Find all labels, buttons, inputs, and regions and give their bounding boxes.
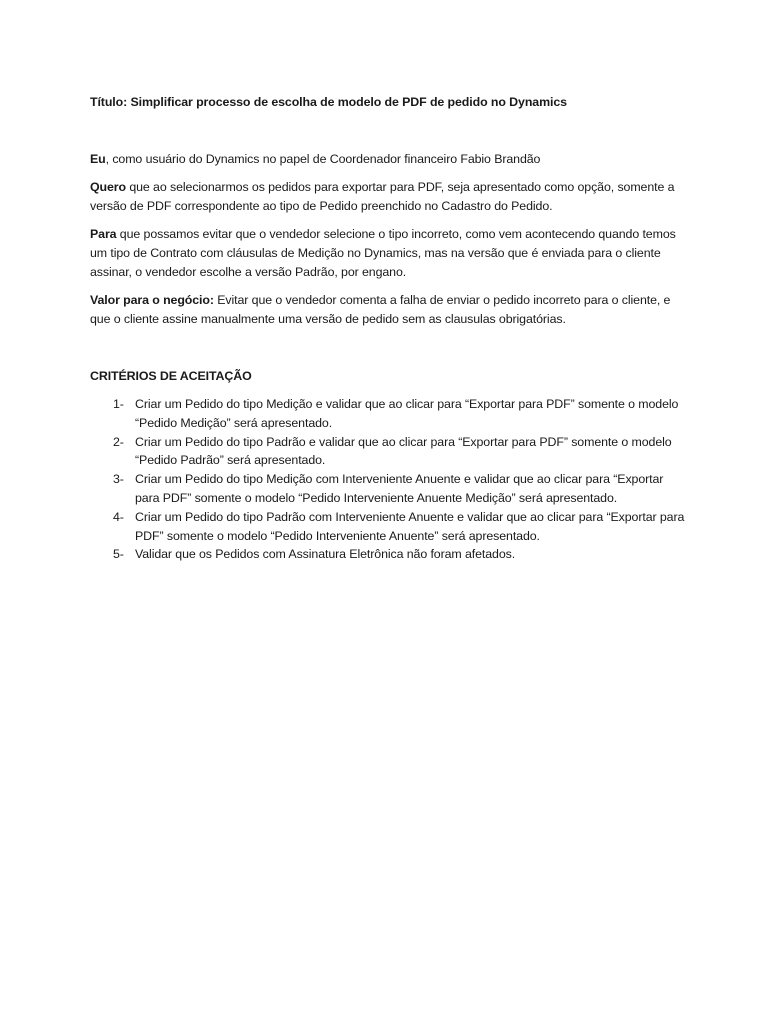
- paragraph-eu-text: , como usuário do Dynamics no papel de Coordenador financeiro Fabio Brandão: [105, 151, 541, 166]
- criteria-item-text: Validar que os Pedidos com Assinatura Eletrônica não foram afetados.: [135, 547, 516, 562]
- criteria-item-text: Criar um Pedido do tipo Medição e validar que ao clicar para “Exportar para PDF” somente o modelo “Pedido Medição” será apresentado.: [135, 396, 679, 430]
- paragraph-para-lead: Para: [90, 227, 117, 242]
- criteria-item-number: 5-: [113, 547, 124, 562]
- paragraph-eu-lead: Eu: [90, 151, 106, 166]
- criteria-item: [90, 395, 688, 433]
- criteria-item-text: Criar um Pedido do tipo Padrão e validar que ao clicar para “Exportar para PDF” somente o modelo “Pedido Padrão” será apresentado.: [135, 434, 672, 468]
- paragraph-valor: [90, 291, 688, 329]
- criteria-item: [90, 470, 688, 508]
- criteria-item-number: 4-: [113, 509, 124, 524]
- title-text: Simplificar processo de escolha de modelo de PDF de pedido no Dynamics: [130, 95, 567, 109]
- paragraph-quero: [90, 178, 688, 216]
- paragraph-para-text: que possamos evitar que o vendedor selecione o tipo incorreto, como vem acontecendo quando temos um tipo de Contrato com cláusulas de Medição no Dynamics, mas na versão que é enviada para o cliente assinar, o vendedor escolhe a versão Padrão, por engano.: [90, 227, 676, 279]
- criteria-item-text: Criar um Pedido do tipo Padrão com Interveniente Anuente e validar que ao clicar para “Exportar para PDF” somente o modelo “Pedido Interveniente Anuente” será apresentado.: [135, 509, 685, 543]
- criteria-list: [90, 395, 688, 564]
- paragraph-quero-text: que ao selecionarmos os pedidos para exportar para PDF, seja apresentado como opção, somente a versão de PDF correspondente ao tipo de Pedido preenchido no Cadastro do Pedido.: [90, 180, 675, 213]
- paragraph-valor-lead: Valor para o negócio:: [90, 293, 214, 308]
- criteria-item: [90, 508, 688, 546]
- paragraph-eu: [90, 150, 688, 169]
- criteria-item-number: 1-: [113, 396, 124, 411]
- paragraph-valor-text: Evitar que o vendedor comenta a falha de enviar o pedido incorreto para o cliente, e que o cliente assine manualmente uma versão de pedido sem as clausulas obrigatórias.: [90, 293, 671, 326]
- criteria-item-number: 3-: [113, 472, 124, 487]
- criteria-item: [90, 545, 688, 564]
- criteria-item: [90, 433, 688, 471]
- document-title: [90, 93, 688, 112]
- paragraph-para: [90, 225, 688, 281]
- criteria-item-text: Criar um Pedido do tipo Medição com Interveniente Anuente e validar que ao clicar para “Exportar para PDF” somente o modelo “Pedido Interveniente Anuente Medição” será apresentado.: [135, 472, 664, 505]
- title-label: Título:: [90, 95, 128, 109]
- paragraph-quero-lead: Quero: [90, 180, 126, 195]
- criteria-heading: CRITÉRIOS DE ACEITAÇÃO: [90, 368, 252, 383]
- criteria-item-number: 2-: [113, 434, 124, 449]
